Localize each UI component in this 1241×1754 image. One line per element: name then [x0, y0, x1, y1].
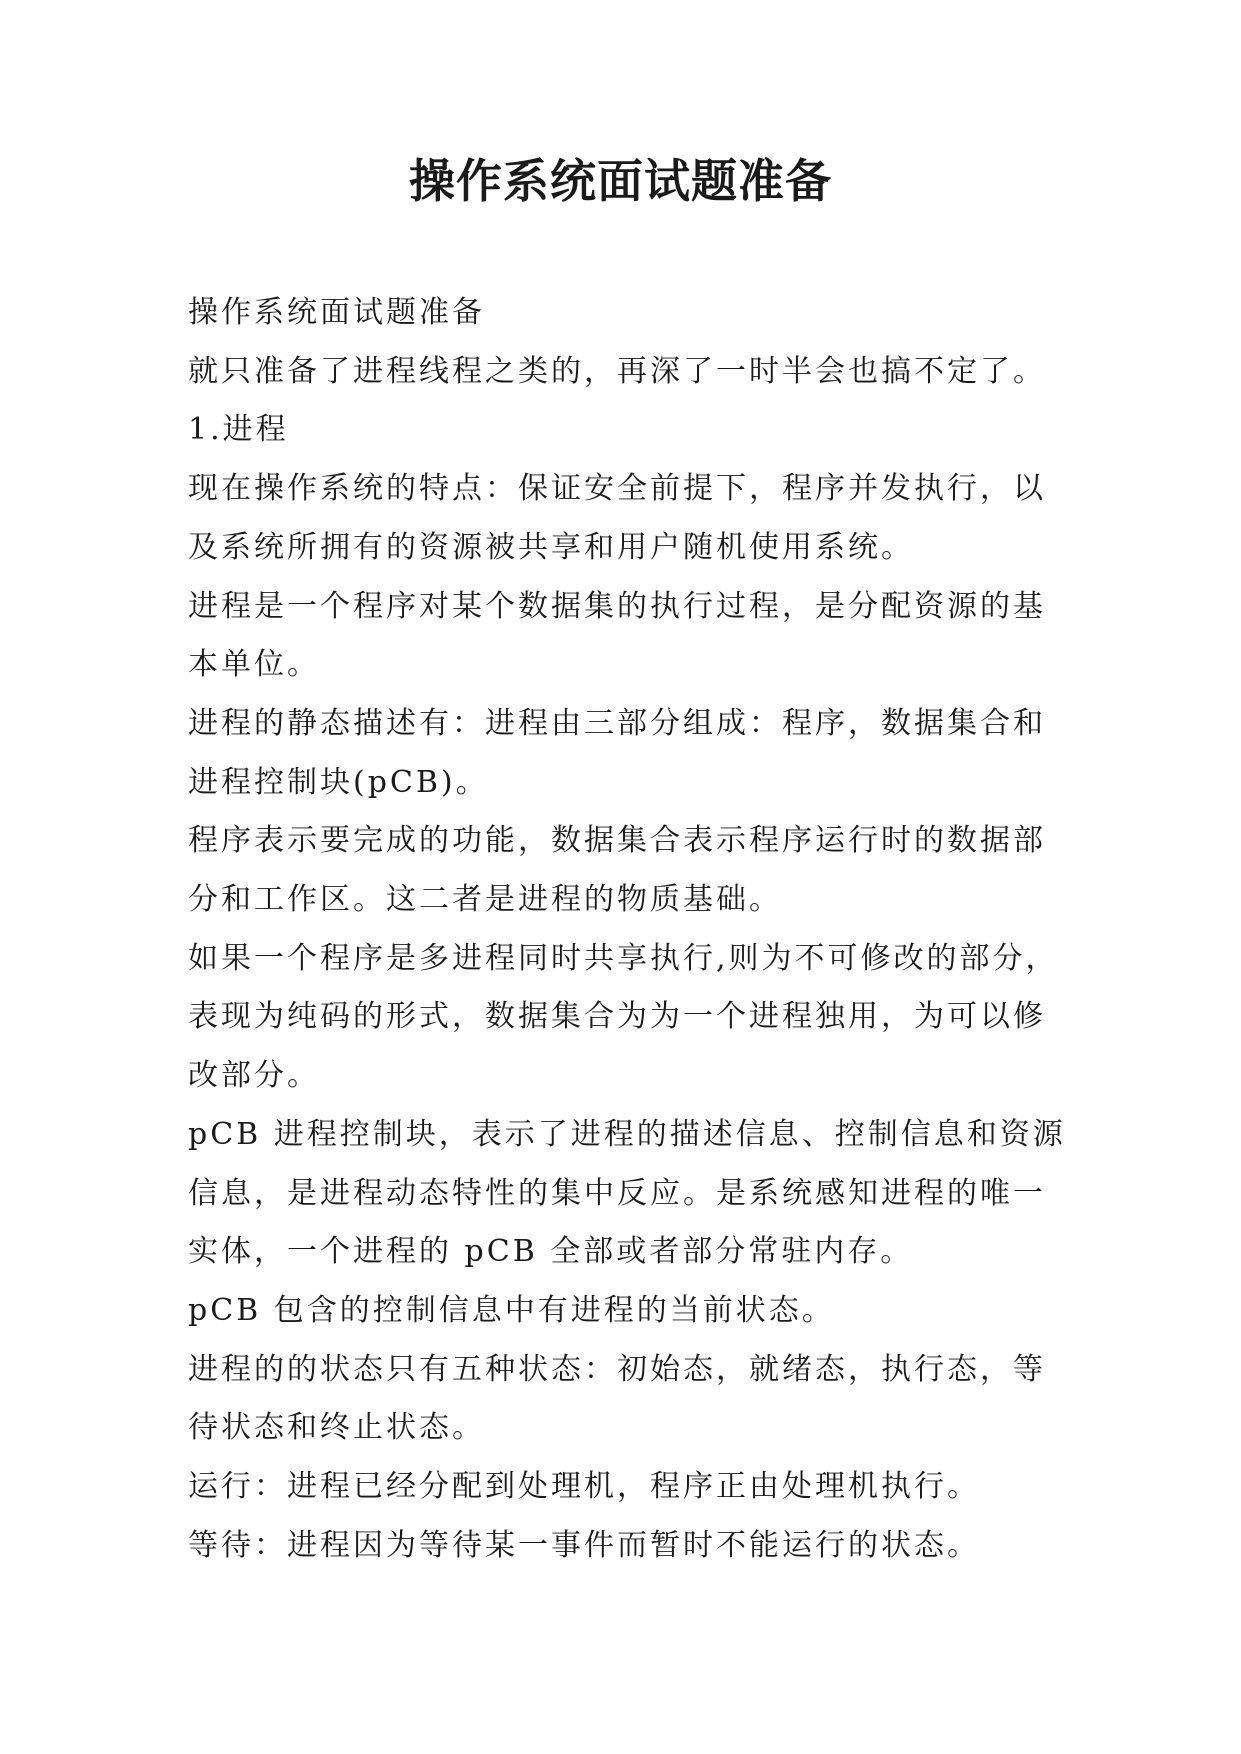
paragraph: 进程的的状态只有五种状态：初始态，就绪态，执行态，等待状态和终止状态。	[188, 1351, 1046, 1446]
paragraph-heading-repeat: 操作系统面试题准备	[188, 295, 485, 330]
paragraph: 现在操作系统的特点：保证安全前提下，程序并发执行，以及系统所拥有的资源被共享和用户随机使用系统。	[188, 471, 1046, 565]
paragraph: pCB 包含的控制信息中有进程的当前状态。	[188, 1292, 835, 1328]
document-body	[188, 284, 1078, 1575]
document-title: 操作系统面试题准备	[409, 154, 832, 208]
paragraph: 程序表示要完成的功能，数据集合表示程序运行时的数据部分和工作区。这二者是进程的物质基础。	[188, 823, 1046, 918]
paragraph: 如果一个程序是多进程同时共享执行,则为不可修改的部分，表现为纯码的形式，数据集合为为一个进程独用，为可以修改部分。	[188, 940, 1059, 1094]
paragraph: 等待：进程因为等待某一事件而暂时不能运行的状态。	[188, 1527, 980, 1563]
paragraph-intro: 就只准备了进程线程之类的，再深了一时半会也搞不定了。	[188, 353, 1046, 389]
paragraph: 运行：进程已经分配到处理机，程序正由处理机执行。	[188, 1469, 980, 1505]
paragraph: 进程的静态描述有：进程由三部分组成：程序，数据集合和进程控制块(pCB)。	[188, 705, 1046, 800]
section-heading-process: 1.进程	[188, 412, 289, 448]
paragraph: 进程是一个程序对某个数据集的执行过程，是分配资源的基本单位。	[188, 588, 1046, 683]
paragraph: pCB 进程控制块，表示了进程的描述信息、控制信息和资源信息，是进程动态特性的集中反应。是系统感知进程的唯一实体，一个进程的 pCB 全部或者部分常驻内存。	[188, 1116, 1066, 1270]
